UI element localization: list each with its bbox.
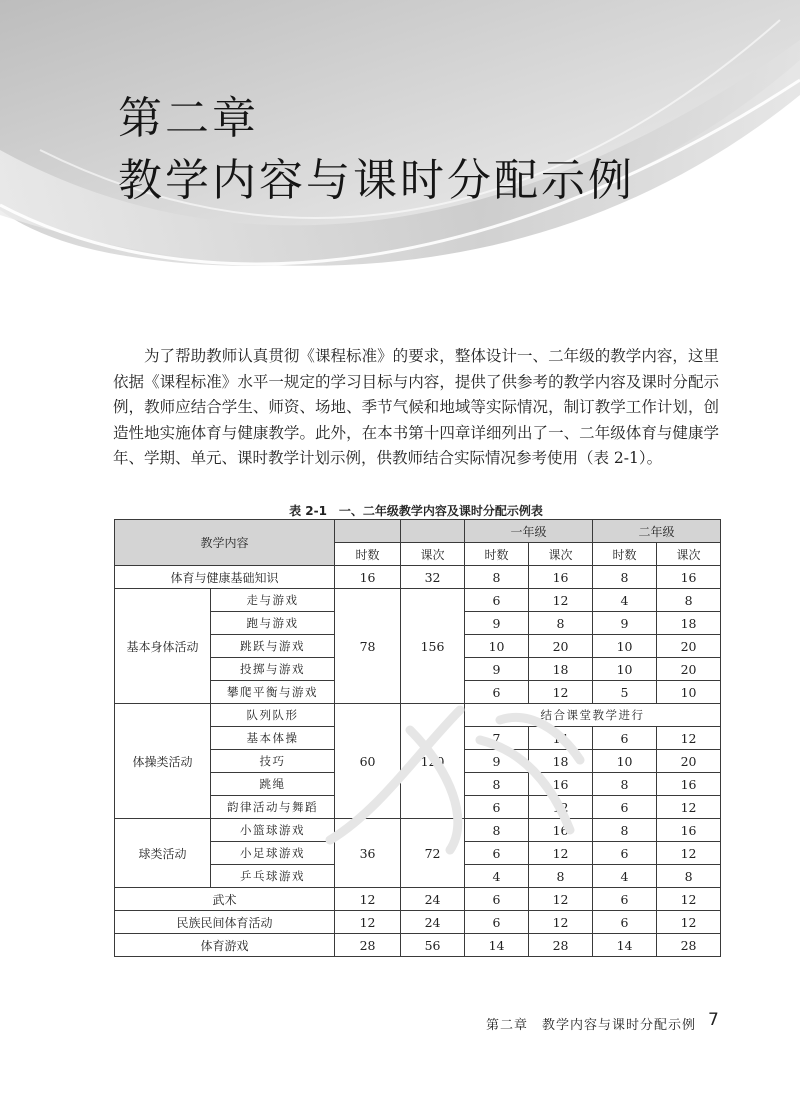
item-g1h: 6	[465, 589, 529, 612]
table-row	[115, 819, 721, 842]
header-total-lessons: 课次	[401, 543, 465, 566]
row-wushu-g2l: 12	[657, 888, 721, 911]
item-g1l: 8	[529, 865, 593, 888]
row-games-g1l: 28	[529, 934, 593, 957]
row-games-g2h: 14	[593, 934, 657, 957]
row-basics-name: 体育与健康基础知识	[115, 566, 335, 589]
item-name: 乒乓球游戏	[211, 865, 335, 888]
item-g2l: 10	[657, 681, 721, 704]
item-g1h: 9	[465, 658, 529, 681]
item-g2l: 20	[657, 750, 721, 773]
row-wushu-g1h: 6	[465, 888, 529, 911]
item-name: 小足球游戏	[211, 842, 335, 865]
row-folk-hours: 12	[335, 911, 401, 934]
group-body-lessons: 156	[401, 589, 465, 704]
intro-paragraph: 为了帮助教师认真贯彻《课程标准》的要求，整体设计一、二年级的教学内容，这里依据《课程标准》水平一规定的学习目标与内容，提供了供参考的教学内容及课时分配示例，教师应结合学生、师资、场地、季节气候和地域等实际情况，制订教学工作计划，创造性地实施体育与健康教学。此外，在本书第十四章详细列出了一、二年级体育与健康学年、学期、单元、课时教学计划示例，供教师结合实际情况参考使用（表 2-1）。	[113, 347, 719, 467]
item-g2h: 5	[593, 681, 657, 704]
row-wushu-lessons: 24	[401, 888, 465, 911]
item-g1h: 9	[465, 612, 529, 635]
header-content: 教学内容	[115, 520, 335, 566]
item-g1l: 16	[529, 773, 593, 796]
group-ball-lessons: 72	[401, 819, 465, 888]
row-wushu-name: 武术	[115, 888, 335, 911]
item-g1l: 8	[529, 612, 593, 635]
row-folk-lessons: 24	[401, 911, 465, 934]
row-folk-g1h: 6	[465, 911, 529, 934]
item-name: 跳跃与游戏	[211, 635, 335, 658]
table-row	[115, 934, 721, 957]
row-games-g1h: 14	[465, 934, 529, 957]
table-caption: 表 2-1 一、二年级教学内容及课时分配示例表	[289, 504, 543, 518]
header-grade2: 二年级	[593, 520, 721, 543]
item-g2l: 20	[657, 658, 721, 681]
row-basics-g2h: 8	[593, 566, 657, 589]
row-basics-lessons: 32	[401, 566, 465, 589]
item-g2h: 8	[593, 819, 657, 842]
group-gym-lessons: 120	[401, 704, 465, 819]
row-games-lessons: 56	[401, 934, 465, 957]
gym-formation-note: 结合课堂教学进行	[465, 704, 721, 727]
item-g2h: 6	[593, 842, 657, 865]
table-row	[115, 566, 721, 589]
footer-chapter-title: 第二章 教学内容与课时分配示例	[486, 1018, 697, 1033]
table-row	[115, 911, 721, 934]
item-g2h: 4	[593, 589, 657, 612]
chapter-number: 第二章	[118, 93, 259, 144]
item-g1h: 7	[465, 727, 529, 750]
item-g2l: 8	[657, 865, 721, 888]
row-wushu-g1l: 12	[529, 888, 593, 911]
item-g1h: 6	[465, 681, 529, 704]
item-g1l: 16	[529, 819, 593, 842]
item-g2l: 18	[657, 612, 721, 635]
item-name: 队列队形	[211, 704, 335, 727]
item-g2h: 6	[593, 727, 657, 750]
item-name: 投掷与游戏	[211, 658, 335, 681]
table-row	[115, 589, 721, 612]
header-grade1: 一年级	[465, 520, 593, 543]
group-body-hours: 78	[335, 589, 401, 704]
row-games-hours: 28	[335, 934, 401, 957]
item-g1h: 8	[465, 773, 529, 796]
item-g2l: 16	[657, 773, 721, 796]
item-name: 跑与游戏	[211, 612, 335, 635]
header-g2-lessons: 课次	[657, 543, 721, 566]
row-games-name: 体育游戏	[115, 934, 335, 957]
item-g1l: 12	[529, 681, 593, 704]
item-g2l: 16	[657, 819, 721, 842]
item-g1l: 12	[529, 589, 593, 612]
header-g1-lessons: 课次	[529, 543, 593, 566]
header-total-hours: 时数	[335, 543, 401, 566]
item-g1l: 14	[529, 727, 593, 750]
item-g2h: 9	[593, 612, 657, 635]
table-row	[115, 704, 721, 727]
item-g2l: 8	[657, 589, 721, 612]
item-name: 韵律活动与舞蹈	[211, 796, 335, 819]
row-folk-g2h: 6	[593, 911, 657, 934]
item-g1l: 12	[529, 796, 593, 819]
item-g1h: 10	[465, 635, 529, 658]
group-ball-hours: 36	[335, 819, 401, 888]
item-name: 技巧	[211, 750, 335, 773]
row-wushu-hours: 12	[335, 888, 401, 911]
item-g2h: 10	[593, 658, 657, 681]
row-folk-g1l: 12	[529, 911, 593, 934]
group-gym-hours: 60	[335, 704, 401, 819]
page-number: 7	[708, 1010, 719, 1030]
row-folk-name: 民族民间体育活动	[115, 911, 335, 934]
item-g2h: 8	[593, 773, 657, 796]
chapter-title	[118, 88, 635, 212]
group-ball-name: 球类活动	[115, 819, 211, 888]
item-g1h: 8	[465, 819, 529, 842]
item-g2h: 10	[593, 635, 657, 658]
item-g2h: 6	[593, 796, 657, 819]
table-row	[115, 888, 721, 911]
item-name: 基本体操	[211, 727, 335, 750]
item-g1h: 4	[465, 865, 529, 888]
item-g2l: 20	[657, 635, 721, 658]
item-g1h: 6	[465, 796, 529, 819]
item-g2h: 10	[593, 750, 657, 773]
item-g1l: 18	[529, 750, 593, 773]
header-g1-hours: 时数	[465, 543, 529, 566]
item-name: 小篮球游戏	[211, 819, 335, 842]
header-blank-2	[401, 520, 465, 543]
item-g1h: 9	[465, 750, 529, 773]
item-name: 攀爬平衡与游戏	[211, 681, 335, 704]
item-g1l: 12	[529, 842, 593, 865]
item-g2l: 12	[657, 796, 721, 819]
row-games-g2l: 28	[657, 934, 721, 957]
item-g1h: 6	[465, 842, 529, 865]
item-name: 跳绳	[211, 773, 335, 796]
group-gym-name: 体操类活动	[115, 704, 211, 819]
teaching-content-table	[114, 519, 721, 957]
item-g1l: 18	[529, 658, 593, 681]
row-basics-g1l: 16	[529, 566, 593, 589]
item-g2h: 4	[593, 865, 657, 888]
group-body-name: 基本身体活动	[115, 589, 211, 704]
row-wushu-g2h: 6	[593, 888, 657, 911]
row-folk-g2l: 12	[657, 911, 721, 934]
row-basics-g1h: 8	[465, 566, 529, 589]
row-basics-g2l: 16	[657, 566, 721, 589]
chapter-subtitle: 教学内容与课时分配示例	[118, 155, 635, 206]
item-g2l: 12	[657, 727, 721, 750]
header-blank-1	[335, 520, 401, 543]
item-g1l: 20	[529, 635, 593, 658]
header-g2-hours: 时数	[593, 543, 657, 566]
item-g2l: 12	[657, 842, 721, 865]
item-name: 走与游戏	[211, 589, 335, 612]
row-basics-hours: 16	[335, 566, 401, 589]
